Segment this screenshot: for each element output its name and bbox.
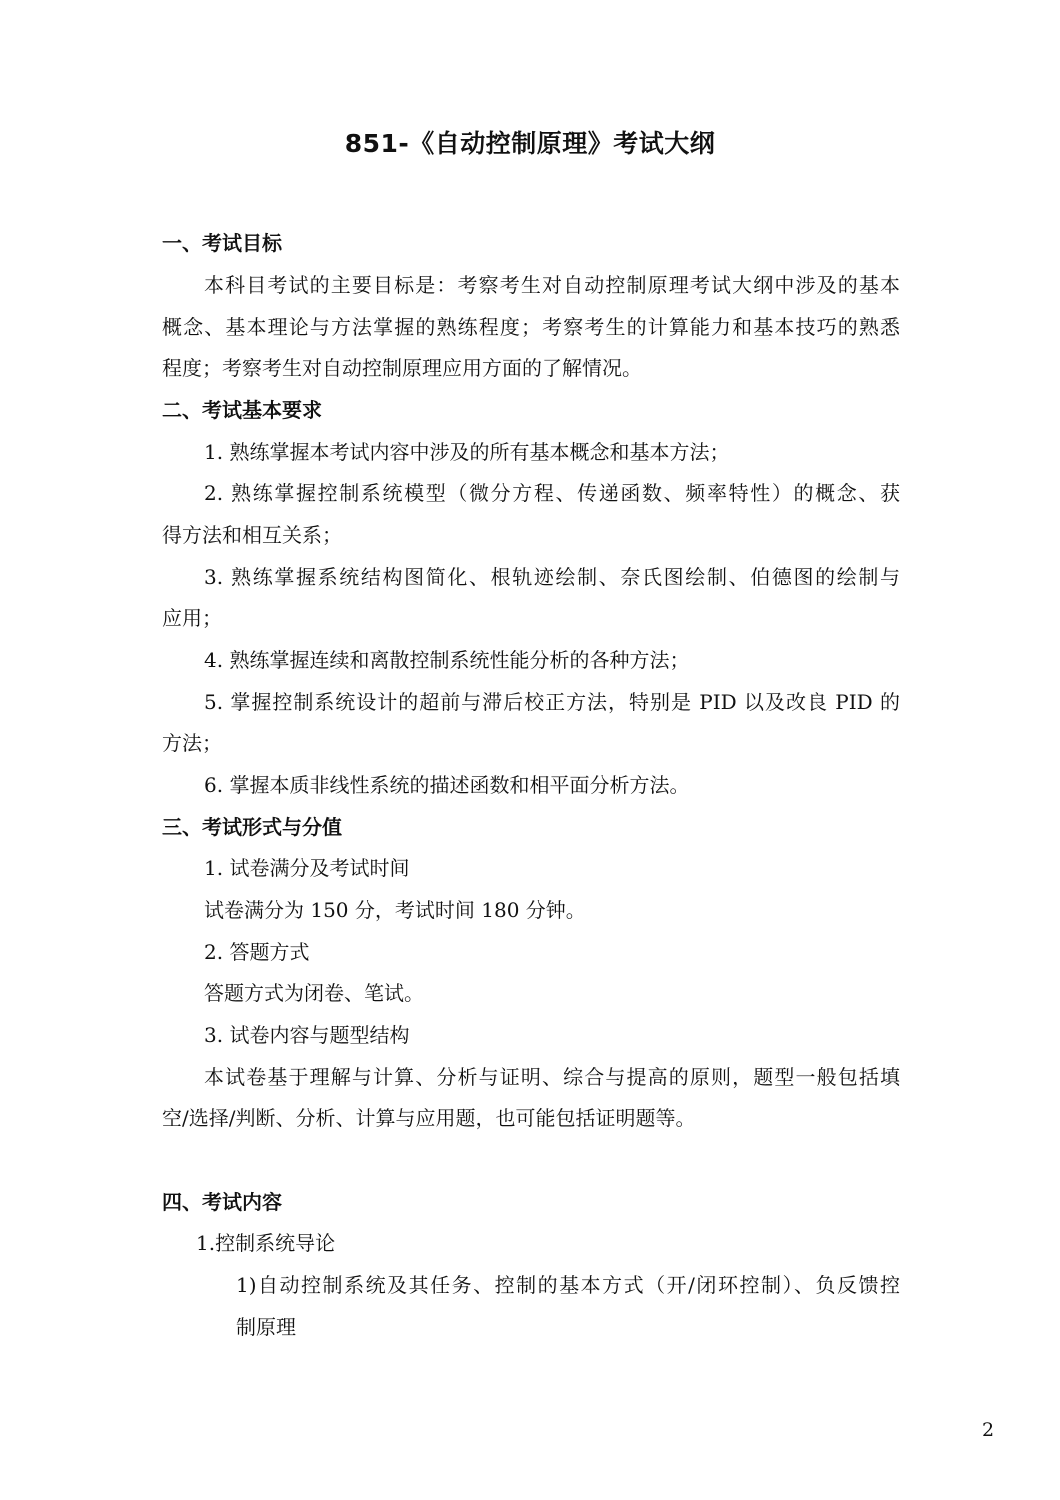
document-title: 851-《自动控制原理》考试大纲 bbox=[344, 129, 716, 158]
subsection-title: 2. 答题方式 bbox=[204, 940, 310, 964]
paragraph-line: 本科目考试的主要目标是：考察考生对自动控制原理考试大纲中涉及的基本 bbox=[204, 273, 900, 297]
list-item: 6. 掌握本质非线性系统的描述函数和相平面分析方法。 bbox=[204, 773, 690, 797]
paragraph-line: 程度；考察考生对自动控制原理应用方面的了解情况。 bbox=[162, 356, 642, 380]
list-item-continuation: 应用； bbox=[162, 606, 222, 630]
subsection-title: 3. 试卷内容与题型结构 bbox=[204, 1023, 410, 1047]
page-number: 2 bbox=[982, 1419, 995, 1441]
list-item: 4. 熟练掌握连续和离散控制系统性能分析的各种方法； bbox=[204, 648, 690, 672]
section-heading-exam-content: 四、考试内容 bbox=[162, 1190, 282, 1214]
list-item: 1. 熟练掌握本考试内容中涉及的所有基本概念和基本方法； bbox=[204, 440, 730, 464]
subsection-title: 1. 试卷满分及考试时间 bbox=[204, 856, 410, 880]
list-item: 2. 熟练掌握控制系统模型（微分方程、传递函数、频率特性）的概念、获 bbox=[204, 481, 900, 505]
paragraph-line: 本试卷基于理解与计算、分析与证明、综合与提高的原则，题型一般包括填 bbox=[204, 1065, 900, 1089]
section-heading-exam-objective: 一、考试目标 bbox=[162, 231, 282, 255]
list-item-continuation: 方法； bbox=[162, 731, 222, 755]
list-item-continuation: 制原理 bbox=[236, 1315, 296, 1339]
section-heading-exam-format: 三、考试形式与分值 bbox=[162, 815, 342, 839]
paragraph-line: 试卷满分为 150 分，考试时间 180 分钟。 bbox=[204, 898, 586, 922]
list-item: 5. 掌握控制系统设计的超前与滞后校正方法，特别是 PID 以及改良 PID 的 bbox=[204, 690, 900, 714]
list-item: 1)自动控制系统及其任务、控制的基本方式（开/闭环控制）、负反馈控 bbox=[236, 1273, 900, 1297]
subsection-title: 1.控制系统导论 bbox=[196, 1231, 336, 1255]
list-item-continuation: 得方法和相互关系； bbox=[162, 523, 342, 547]
paragraph-line: 空/选择/判断、分析、计算与应用题，也可能包括证明题等。 bbox=[162, 1106, 696, 1130]
list-item: 3. 熟练掌握系统结构图简化、根轨迹绘制、奈氏图绘制、伯德图的绘制与 bbox=[204, 565, 900, 589]
paragraph-line: 答题方式为闭卷、笔试。 bbox=[204, 981, 424, 1005]
section-heading-basic-requirements: 二、考试基本要求 bbox=[162, 398, 322, 422]
paragraph-line: 概念、基本理论与方法掌握的熟练程度；考察考生的计算能力和基本技巧的熟悉 bbox=[162, 315, 900, 339]
